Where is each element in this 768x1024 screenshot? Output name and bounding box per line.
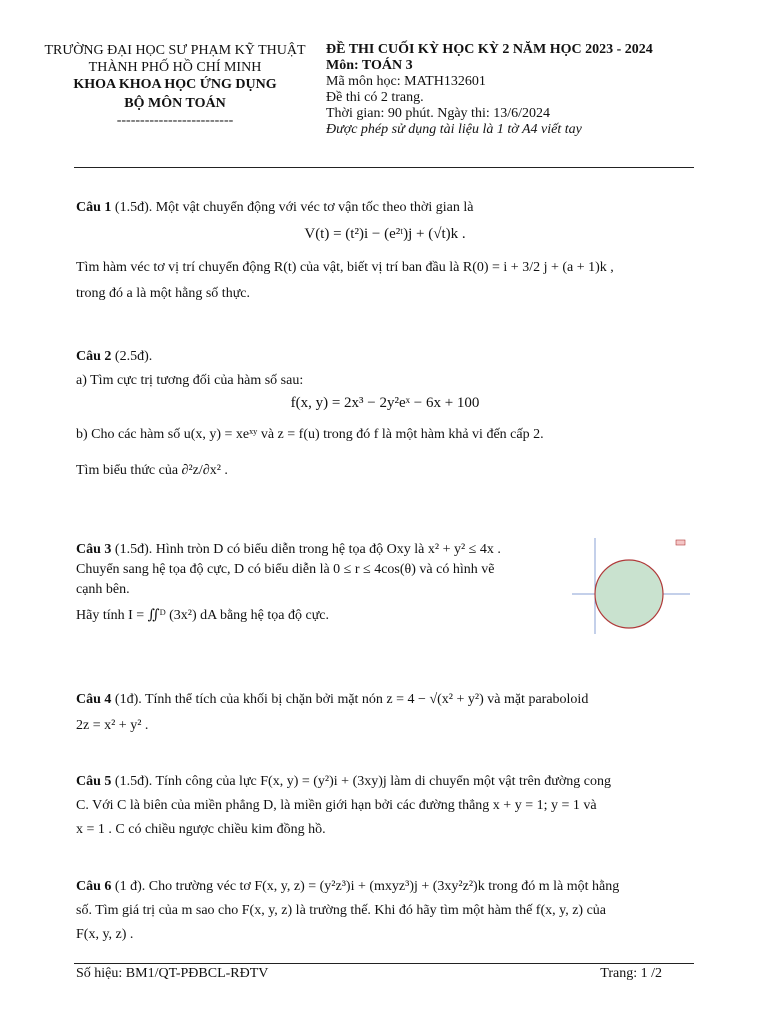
q6-line2: số. Tìm giá trị của m sao cho F(x, y, z) là trường thế. Khi đó hãy tìm một hàm thế f(x, y, z) của: [76, 903, 607, 918]
exam-subject: Môn: TOÁN 3: [326, 58, 413, 73]
q1-initial-position: R(0) = i + 3/2 j + (a + 1)k ,: [462, 260, 614, 275]
disk-figure: [568, 534, 694, 638]
exam-pages: Đề thi có 2 trang.: [326, 90, 424, 105]
q2-points: (2.5đ).: [111, 349, 153, 364]
q5-line2: C. Với C là biên của miền phẳng D, là miền giới hạn bởi các đường thẳng x + y = 1; y = 1 và: [76, 798, 597, 813]
q5-label: Câu 5: [76, 774, 112, 789]
q1-velocity-formula: V(t) = (t²)i − (e²ᵗ)j + (√t)k .: [304, 226, 466, 242]
question-5: [76, 772, 694, 840]
header-divider: [74, 167, 694, 168]
q2-b-expression: Tìm biểu thức của ∂²z/∂x² .: [76, 463, 228, 478]
q1-label: Câu 1: [76, 200, 112, 215]
q4-label: Câu 4: [76, 692, 112, 707]
page-footer: [76, 966, 694, 982]
question-3: [76, 540, 566, 626]
q4-line2: 2z = x² + y² .: [76, 718, 149, 733]
city-name: THÀNH PHỐ HỒ CHÍ MINH: [88, 60, 262, 75]
q4-line1: (1đ). Tính thể tích của khối bị chặn bởi mặt nón z = 4 − √(x² + y²) và mặt paraboloid: [111, 692, 589, 707]
exam-note: Được phép sử dụng tài liệu là 1 tờ A4 viết tay: [326, 122, 582, 137]
q6-line1: (1 đ). Cho trường véc tơ F(x, y, z) = (y²z³)i + (mxyz³)j + (3xy²z²)k trong đó m là một hằng: [111, 879, 620, 894]
question-1: [76, 198, 694, 304]
q2-b-text: b) Cho các hàm số u(x, y) = xeˣʸ và z = f(u) trong đó f là một hàm khả vi đến cấp 2.: [76, 427, 544, 442]
q6-line3: F(x, y, z) .: [76, 927, 134, 942]
department-name: BỘ MÔN TOÁN: [124, 96, 226, 111]
header-dashes: -------------------------: [116, 113, 234, 128]
q3-label: Câu 3: [76, 542, 112, 557]
question-4: [76, 690, 694, 736]
exam-title: ĐỀ THI CUỐI KỲ HỌC KỲ 2 NĂM HỌC 2023 - 2024: [326, 42, 653, 57]
q3-line2: Chuyển sang hệ tọa độ cực, D có biểu diễn là 0 ≤ r ≤ 4cos(θ) và có hình vẽ: [76, 562, 495, 577]
q3-line3: cạnh bên.: [76, 582, 130, 597]
question-2: [76, 347, 694, 481]
footer-page-number: Trang: 1 /2: [600, 966, 662, 981]
q1-position-text: Tìm hàm véc tơ vị trí chuyển động R(t) của vật, biết vị trí ban đầu là: [76, 260, 463, 275]
q2-a-text: a) Tìm cực trị tương đối của hàm số sau:: [76, 373, 304, 388]
q6-label: Câu 6: [76, 879, 112, 894]
q2-label: Câu 2: [76, 349, 112, 364]
school-header: [40, 42, 310, 129]
exam-code: Mã môn học: MATH132601: [326, 74, 486, 89]
faculty-name: KHOA KHOA HỌC ỨNG DỤNG: [73, 77, 277, 92]
footer-code: Số hiệu: BM1/QT-PĐBCL-RĐTV: [76, 966, 269, 981]
disk-region: [595, 560, 663, 628]
q2-a-formula: f(x, y) = 2x³ − 2y²eˣ − 6x + 100: [290, 395, 480, 411]
question-6: [76, 877, 694, 945]
school-name: TRƯỜNG ĐẠI HỌC SƯ PHẠM KỸ THUẬT: [44, 43, 306, 58]
q5-line1: (1.5đ). Tính công của lực F(x, y) = (y²)i + (3xy)j làm di chuyển một vật trên đường cong: [111, 774, 611, 789]
q1-constant-text: trong đó a là một hằng số thực.: [76, 286, 251, 301]
footer-divider: [74, 963, 694, 964]
legend-swatch: [676, 540, 685, 545]
exam-time: Thời gian: 90 phút. Ngày thi: 13/6/2024: [326, 106, 550, 121]
exam-header: [326, 42, 746, 138]
q3-line4: Hãy tính I = ∬ᴰ (3x²) dA bằng hệ tọa độ cực.: [76, 608, 330, 623]
q1-intro: (1.5đ). Một vật chuyển động với véc tơ vận tốc theo thời gian là: [111, 200, 474, 215]
q5-line3: x = 1 . C có chiều ngược chiều kim đồng hồ.: [76, 822, 326, 837]
q3-line1: (1.5đ). Hình tròn D có biểu diễn trong hệ tọa độ Oxy là x² + y² ≤ 4x .: [111, 542, 501, 557]
